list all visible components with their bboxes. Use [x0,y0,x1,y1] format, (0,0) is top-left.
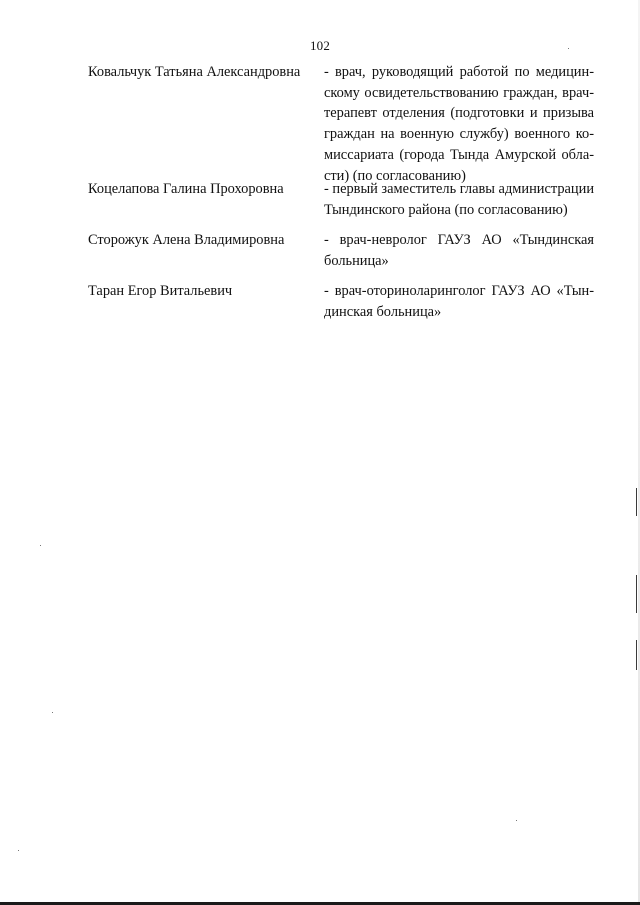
scan-speck [18,850,19,851]
scan-speck [40,545,41,546]
scan-speck [568,48,569,49]
member-position: - врач, руководящий работой по медицинскому освидетельствованию граждан, врач-терапевт отделения (подготовки и призыва граждан на военную службу) военного комиссариата (города Тында Амурской области) (по согласованию) [324,64,594,184]
page-number: 102 [309,38,331,53]
member-name: Ковальчук Татьяна Александровна [88,64,301,80]
scan-mark [636,488,637,516]
member-name: Таран Егор Витальевич [88,283,233,299]
member-position: - врач-оториноларинголог ГАУЗ АО «Тындинская больница» [324,283,594,320]
scan-mark [636,640,637,670]
member-entry [88,281,596,321]
scan-mark [636,575,637,613]
scan-speck [52,712,53,713]
member-name: Сторожук Алена Владимировна [88,232,285,248]
scan-speck [516,820,517,821]
member-name: Коцелапова Галина Прохоровна [88,181,284,197]
member-entry [88,62,596,184]
member-entry [88,230,596,281]
member-entry [88,179,596,230]
commission-member-list [88,62,596,321]
member-position: - врач-невролог ГАУЗ АО «Тындинская больница» [324,232,594,269]
member-position: - первый заместитель главы администрации Тындинского района (по согласованию) [324,181,595,218]
